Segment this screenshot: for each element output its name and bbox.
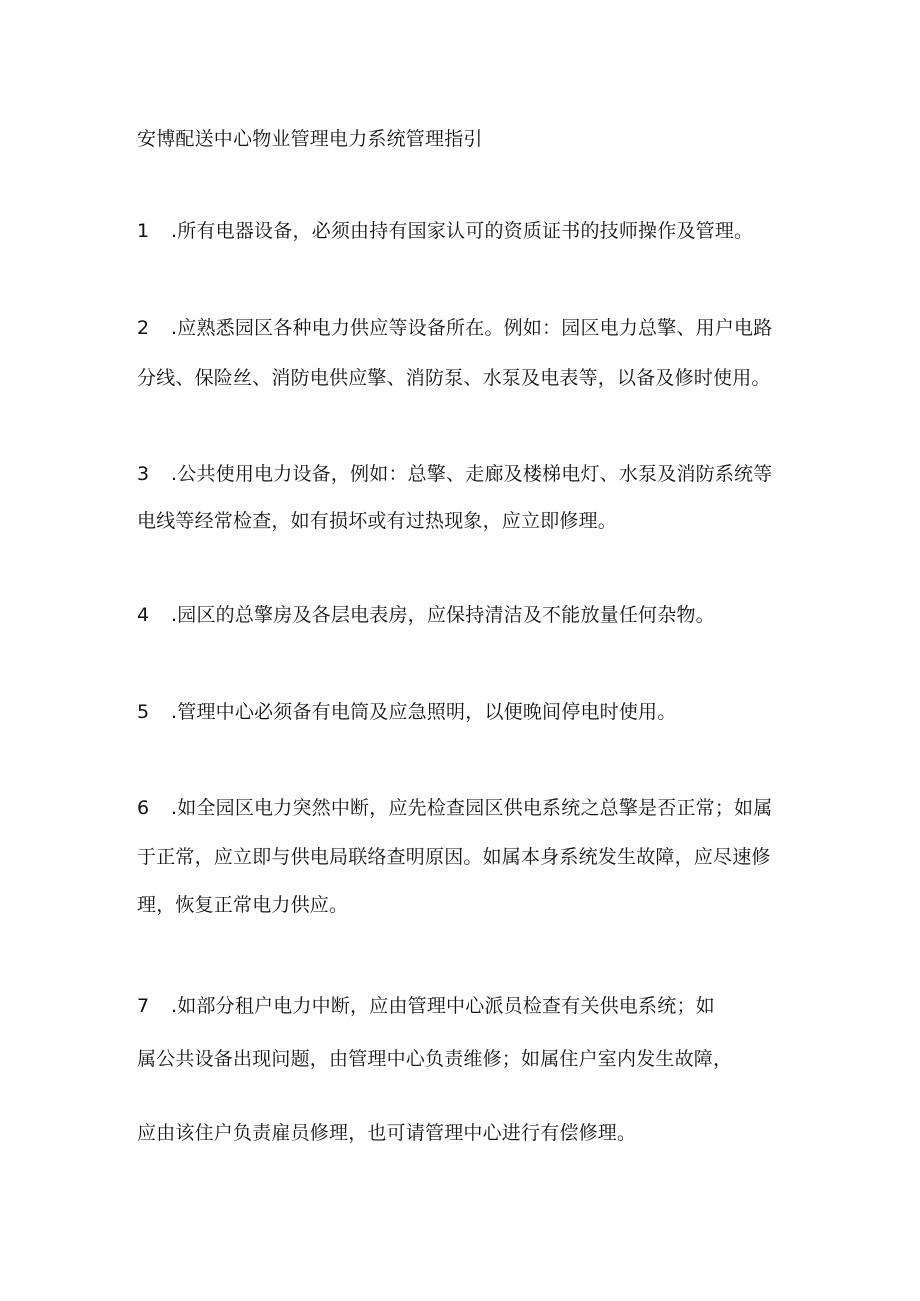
item-2-line-2: 分线、保险丝、消防电供应擎、消防泵、水泵及电表等，以备及修时使用。 [137,367,771,389]
item-6-line-2: 于正常，应立即与供电局联络查明原因。如属本身系统发生故障，应尽速修 [137,846,771,868]
item-2-text: .应熟悉园区各种电力供应等设备所在。例如：园区电力总擎、用户电路 [171,317,773,339]
document-title: 安博配送中心物业管理电力系统管理指引 [137,128,483,150]
item-7-line-2: 属公共设备出现问题，由管理中心负责维修；如属住户室内发生故障， [137,1048,733,1070]
item-7-text: .如部分租户电力中断，应由管理中心派员检查有关供电系统；如 [171,995,715,1017]
item-1-number: 1 [137,220,150,242]
item-6-text: .如全园区电力突然中断，应先检查园区供电系统之总擎是否正常；如属 [171,797,773,819]
item-7-line-1 [137,994,715,1018]
item-3-text: .公共使用电力设备，例如：总擎、走廊及楼梯电灯、水泵及消防系统等 [171,463,773,485]
item-5-line-1 [137,700,676,724]
item-6-line-1 [137,796,772,820]
item-4-line-1 [137,603,715,627]
item-6-number: 6 [137,797,150,819]
item-3-line-1 [137,462,772,486]
item-5-number: 5 [137,701,150,723]
item-1-line-1 [137,219,753,243]
item-5-text: .管理中心必须备有电筒及应急照明，以便晚间停电时使用。 [171,701,677,723]
item-7-line-3: 应由该住户负责雇员修理，也可请管理中心进行有偿修理。 [137,1122,637,1144]
item-2-line-1 [137,316,772,340]
item-6-line-3: 理，恢复正常电力供应。 [137,894,349,916]
item-3-line-2: 电线等经常检查，如有损坏或有过热现象，应立即修理。 [137,510,618,532]
item-4-text: .园区的总擎房及各层电表房，应保持清洁及不能放量任何杂物。 [171,604,715,626]
item-4-number: 4 [137,604,150,626]
item-1-text: .所有电器设备，必须由持有国家认可的资质证书的技师操作及管理。 [171,220,754,242]
item-2-number: 2 [137,317,150,339]
item-7-number: 7 [137,995,150,1017]
item-3-number: 3 [137,463,150,485]
